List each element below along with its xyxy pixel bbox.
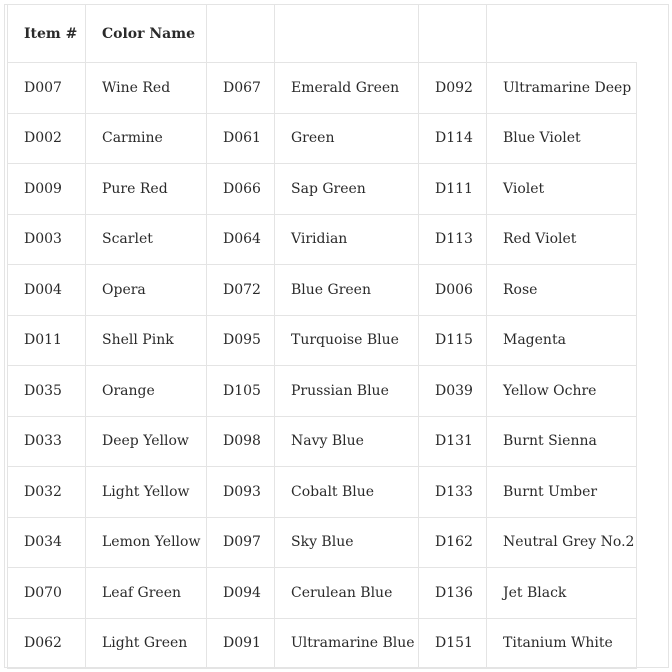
header-blank-4 — [275, 5, 419, 63]
color-name-cell: Orange — [86, 366, 207, 417]
color-name-cell: Neutral Grey No.2 — [487, 517, 637, 568]
color-chart-table — [7, 4, 637, 669]
item-number-cell: D061 — [207, 113, 275, 164]
item-number-cell: D105 — [207, 366, 275, 417]
table-row — [8, 366, 637, 417]
item-number-cell: D136 — [419, 568, 487, 619]
item-number-cell: D062 — [8, 618, 86, 669]
table-row — [8, 63, 637, 114]
item-number-cell: D035 — [8, 366, 86, 417]
item-number-cell: D162 — [419, 517, 487, 568]
item-number-cell: D114 — [419, 113, 487, 164]
item-number-cell: D070 — [8, 568, 86, 619]
item-number-cell: D091 — [207, 618, 275, 669]
color-name-cell: Navy Blue — [275, 416, 419, 467]
table-row — [8, 517, 637, 568]
color-name-cell: Lemon Yellow — [86, 517, 207, 568]
item-number-cell: D004 — [8, 265, 86, 316]
item-number-cell: D098 — [207, 416, 275, 467]
table-row — [8, 416, 637, 467]
color-name-cell: Light Green — [86, 618, 207, 669]
color-name-cell: Opera — [86, 265, 207, 316]
color-name-cell: Burnt Umber — [487, 467, 637, 518]
table-row — [8, 315, 637, 366]
table-row — [8, 568, 637, 619]
color-name-cell: Cobalt Blue — [275, 467, 419, 518]
item-number-cell: D072 — [207, 265, 275, 316]
table-row — [8, 164, 637, 215]
table-header — [8, 5, 637, 63]
color-name-cell: Sky Blue — [275, 517, 419, 568]
color-name-cell: Burnt Sienna — [487, 416, 637, 467]
item-number-cell: D097 — [207, 517, 275, 568]
color-name-cell: Deep Yellow — [86, 416, 207, 467]
item-number-cell: D113 — [419, 214, 487, 265]
color-name-cell: Green — [275, 113, 419, 164]
item-number-cell: D111 — [419, 164, 487, 215]
table-row — [8, 467, 637, 518]
table-body — [8, 63, 637, 669]
item-number-cell: D151 — [419, 618, 487, 669]
color-name-cell: Red Violet — [487, 214, 637, 265]
item-number-cell: D011 — [8, 315, 86, 366]
color-name-cell: Scarlet — [86, 214, 207, 265]
item-number-cell: D092 — [419, 63, 487, 114]
item-number-cell: D066 — [207, 164, 275, 215]
color-name-cell: Blue Violet — [487, 113, 637, 164]
item-number-cell: D115 — [419, 315, 487, 366]
table-row — [8, 214, 637, 265]
color-name-cell: Viridian — [275, 214, 419, 265]
item-number-cell: D009 — [8, 164, 86, 215]
color-name-cell: Jet Black — [487, 568, 637, 619]
item-number-cell: D094 — [207, 568, 275, 619]
item-number-cell: D067 — [207, 63, 275, 114]
item-number-cell: D002 — [8, 113, 86, 164]
color-name-cell: Titanium White — [487, 618, 637, 669]
color-name-cell: Magenta — [487, 315, 637, 366]
item-number-cell: D093 — [207, 467, 275, 518]
item-number-cell: D006 — [419, 265, 487, 316]
color-name-cell: Wine Red — [86, 63, 207, 114]
color-name-cell: Turquoise Blue — [275, 315, 419, 366]
color-name-cell: Shell Pink — [86, 315, 207, 366]
item-number-cell: D095 — [207, 315, 275, 366]
item-number-cell: D034 — [8, 517, 86, 568]
color-name-cell: Rose — [487, 265, 637, 316]
item-number-cell: D131 — [419, 416, 487, 467]
table-row — [8, 265, 637, 316]
header-color-name: Color Name — [86, 5, 207, 63]
color-name-cell: Yellow Ochre — [487, 366, 637, 417]
color-name-cell: Ultramarine Blue — [275, 618, 419, 669]
item-number-cell: D133 — [419, 467, 487, 518]
header-blank-5 — [419, 5, 487, 63]
color-name-cell: Blue Green — [275, 265, 419, 316]
item-number-cell: D032 — [8, 467, 86, 518]
color-name-cell: Sap Green — [275, 164, 419, 215]
item-number-cell: D039 — [419, 366, 487, 417]
color-name-cell: Light Yellow — [86, 467, 207, 518]
color-name-cell: Pure Red — [86, 164, 207, 215]
table-row — [8, 113, 637, 164]
item-number-cell: D003 — [8, 214, 86, 265]
item-number-cell: D007 — [8, 63, 86, 114]
table-row — [8, 618, 637, 669]
header-blank-6 — [487, 5, 637, 63]
color-name-cell: Ultramarine Deep — [487, 63, 637, 114]
color-name-cell: Emerald Green — [275, 63, 419, 114]
header-blank-3 — [207, 5, 275, 63]
color-name-cell: Carmine — [86, 113, 207, 164]
color-name-cell: Cerulean Blue — [275, 568, 419, 619]
item-number-cell: D064 — [207, 214, 275, 265]
color-name-cell: Leaf Green — [86, 568, 207, 619]
header-item-number: Item # — [8, 5, 86, 63]
color-name-cell: Prussian Blue — [275, 366, 419, 417]
header-row — [8, 5, 637, 63]
color-name-cell: Violet — [487, 164, 637, 215]
item-number-cell: D033 — [8, 416, 86, 467]
